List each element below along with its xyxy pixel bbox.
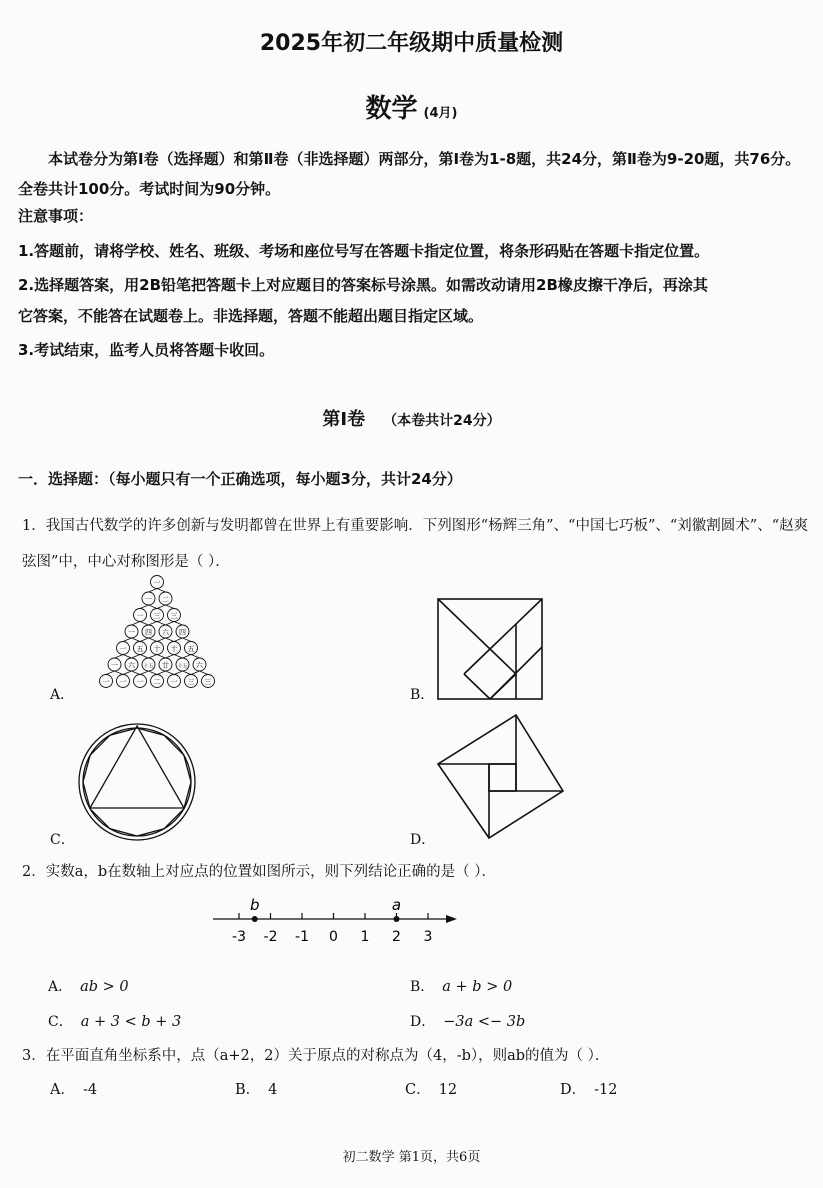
triangle-node-char: 十 xyxy=(153,645,161,653)
triangle-node-char: 十 xyxy=(170,645,178,653)
triangle-node-char: 一 xyxy=(119,645,127,653)
triangle-node-char: 三 xyxy=(187,678,195,686)
number-line-tick-label: -2 xyxy=(263,929,278,945)
triangle-connector xyxy=(166,655,175,659)
q3-option-d xyxy=(560,1078,618,1099)
triangle-node-char: 六 xyxy=(162,628,169,637)
triangle-connector xyxy=(200,671,209,675)
triangle-connector xyxy=(115,655,124,659)
triangle-connector xyxy=(166,638,175,642)
triangle-connector xyxy=(191,655,200,659)
number-line-tick-label: 1 xyxy=(360,929,370,945)
q2-option-c xyxy=(48,1011,181,1031)
triangle-connector xyxy=(157,671,166,675)
triangle-node-char: 三 xyxy=(170,612,178,620)
triangle-node-char: 一 xyxy=(136,612,144,620)
q2-option-b xyxy=(410,976,512,996)
triangle-connector xyxy=(149,589,158,593)
triangle-connector xyxy=(123,671,132,675)
number-line-tick-label: 0 xyxy=(329,929,338,945)
number-line-tick-label: 2 xyxy=(392,929,401,945)
triangle-connector xyxy=(132,671,141,675)
triangle-connector xyxy=(183,671,192,675)
option-label: D． xyxy=(410,1014,436,1030)
triangle-node-char: 廿 xyxy=(162,661,169,670)
triangle-node-char: 一 xyxy=(170,678,178,686)
triangle-node-char: 六 xyxy=(196,661,203,670)
triangle-node-char: 二 xyxy=(153,678,161,686)
q1-option-d-label: D． xyxy=(410,832,436,848)
number-line-tick-label: -3 xyxy=(232,929,246,945)
number-line-tick-label: 3 xyxy=(423,929,433,945)
section-name: 第Ⅰ卷 xyxy=(322,409,366,430)
triangle-connector xyxy=(123,638,132,642)
q1-option-a-label: A． xyxy=(50,687,75,703)
triangle-connector xyxy=(174,638,183,642)
number-line xyxy=(205,895,465,947)
notice-item: 它答案，不能答在试题卷上。非选择题，答题不能超出题目指定区域。 xyxy=(18,307,484,325)
triangle-connector xyxy=(183,638,192,642)
triangle-connector xyxy=(140,605,149,609)
q3-option-b xyxy=(235,1078,277,1099)
triangle-connector xyxy=(191,671,200,675)
triangle-connector xyxy=(157,655,166,659)
tangram-figure xyxy=(436,597,544,701)
option-label: B． xyxy=(410,979,435,995)
question-3-text: 3．在平面直角坐标系中，点（a+2，2）关于原点的对称点为（4，-b），则ab的值为（ ）． xyxy=(22,1048,610,1064)
option-expr: a + b > 0 xyxy=(442,979,513,995)
question-1-text: 1．我国古代数学的许多创新与发明都曾在世界上有重要影响．下列图形“杨辉三角”、“中国七巧板”、“刘徽割圆术”、“赵爽弦图”中，中心对称图形是（ ）． xyxy=(22,518,809,570)
notice-heading: 注意事项： xyxy=(18,207,94,225)
triangle-connector xyxy=(166,671,175,675)
triangle-node-char: 四 xyxy=(145,628,152,637)
number-line-tick-label: -1 xyxy=(295,929,309,945)
triangle-node-char: 三 xyxy=(153,612,161,620)
triangle-node-char: 二 xyxy=(162,595,169,604)
triangle-node-char: 三 xyxy=(204,678,212,686)
triangle-connector xyxy=(149,671,158,675)
notice-item: 2.选择题答案，用2B铅笔把答题卡上对应题目的答案标号涂黑。如需改动请用2B橡皮擦干净后，再涂其 xyxy=(18,276,708,294)
zhaoshuang-figure xyxy=(434,712,566,842)
question-2-text: 2．实数a，b在数轴上对应点的位置如图所示，则下列结论正确的是（ ）． xyxy=(22,864,497,880)
triangle-node-char: 十五 xyxy=(143,663,154,670)
triangle-connector xyxy=(140,655,149,659)
option-label: A． xyxy=(48,979,73,995)
intro-paragraph: 本试卷分为第Ⅰ卷（选择题）和第Ⅱ卷（非选择题）两部分，第Ⅰ卷为1-8题，共24分，第Ⅱ卷为9-20题，共76分。全卷共计100分。考试时间为90分钟。 xyxy=(18,150,801,198)
option-label: C． xyxy=(48,1014,73,1030)
option-value: 12 xyxy=(438,1082,458,1098)
triangle-connector xyxy=(140,671,149,675)
option-value: -12 xyxy=(594,1082,618,1098)
option-expr: a + 3 < b + 3 xyxy=(80,1014,182,1030)
q2-option-a xyxy=(48,976,129,996)
subject-note: (4月) xyxy=(423,106,458,121)
triangle-connector xyxy=(149,605,158,609)
point-b-label: b xyxy=(249,896,260,914)
triangle-node-char: 一 xyxy=(136,678,144,686)
triangle-connector xyxy=(140,622,149,626)
triangle-connector xyxy=(132,655,141,659)
subject-heading xyxy=(0,88,823,125)
triangle-node-char: 一 xyxy=(128,628,135,637)
triangle-connector xyxy=(166,622,175,626)
option-label: B． xyxy=(235,1082,261,1098)
option-expr: −3a <− 3b xyxy=(443,1014,526,1030)
option-label: A． xyxy=(50,1082,75,1098)
triangle-connector xyxy=(140,638,149,642)
option-value: 4 xyxy=(268,1082,278,1098)
liuhui-circle-figure xyxy=(74,720,200,844)
option-label: C． xyxy=(405,1082,431,1098)
exam-title: 2025年初二年级期中质量检测 xyxy=(259,31,564,56)
q2-option-d xyxy=(410,1011,525,1031)
triangle-connector xyxy=(123,655,132,659)
section-title xyxy=(0,405,823,431)
triangle-connector xyxy=(174,655,183,659)
triangle-connector xyxy=(166,605,175,609)
triangle-connector xyxy=(174,671,183,675)
section-note: （本卷共计24分） xyxy=(383,413,501,429)
triangle-node-char: 五 xyxy=(187,645,195,653)
triangle-connector xyxy=(132,638,141,642)
triangle-connector xyxy=(157,605,166,609)
triangle-connector xyxy=(157,589,166,593)
triangle-connector xyxy=(115,671,124,675)
q3-option-c xyxy=(405,1078,457,1099)
triangle-node-char: 一 xyxy=(119,678,127,686)
option-label: D． xyxy=(560,1082,587,1098)
point-a xyxy=(394,916,400,922)
triangle-connector xyxy=(174,622,183,626)
triangle-node-char: 六 xyxy=(128,661,135,670)
notice-item: 3.考试结束，监考人员将答题卡收回。 xyxy=(18,341,275,359)
point-b xyxy=(252,916,258,922)
triangle-connector xyxy=(106,671,115,675)
triangle-connector xyxy=(149,655,158,659)
triangle-node-char: 十五 xyxy=(177,663,188,670)
triangle-node-char: 五 xyxy=(136,645,144,653)
triangle-connector xyxy=(132,622,141,626)
triangle-connector xyxy=(149,638,158,642)
triangle-connector xyxy=(149,622,158,626)
triangle-connector xyxy=(183,655,192,659)
q1-option-b-label: B． xyxy=(410,687,435,703)
q1-option-c-label: C． xyxy=(50,832,75,848)
triangle-node-char: 一 xyxy=(102,678,110,686)
subject-name: 数学 xyxy=(365,94,418,124)
point-a-label: a xyxy=(391,896,402,914)
yanghui-triangle-figure xyxy=(66,572,248,702)
triangle-node-char: 一 xyxy=(145,595,152,604)
triangle-connector xyxy=(157,638,166,642)
notice-item: 1.答题前，请将学校、姓名、班级、考场和座位号写在答题卡指定位置，将条形码贴在答题卡指定位置。 xyxy=(18,242,710,260)
page-footer: 初二数学 第1页，共6页 xyxy=(342,1150,481,1165)
triangle-node-char: 一 xyxy=(153,579,161,587)
q3-option-a xyxy=(50,1078,97,1099)
triangle-connector xyxy=(157,622,166,626)
option-expr: ab > 0 xyxy=(80,979,129,995)
triangle-node-char: 四 xyxy=(179,628,186,637)
triangle-node-char: 一 xyxy=(111,661,118,670)
part-heading: 一．选择题：（每小题只有一个正确选项，每小题3分，共计24分） xyxy=(18,470,462,488)
option-value: -4 xyxy=(82,1082,98,1098)
